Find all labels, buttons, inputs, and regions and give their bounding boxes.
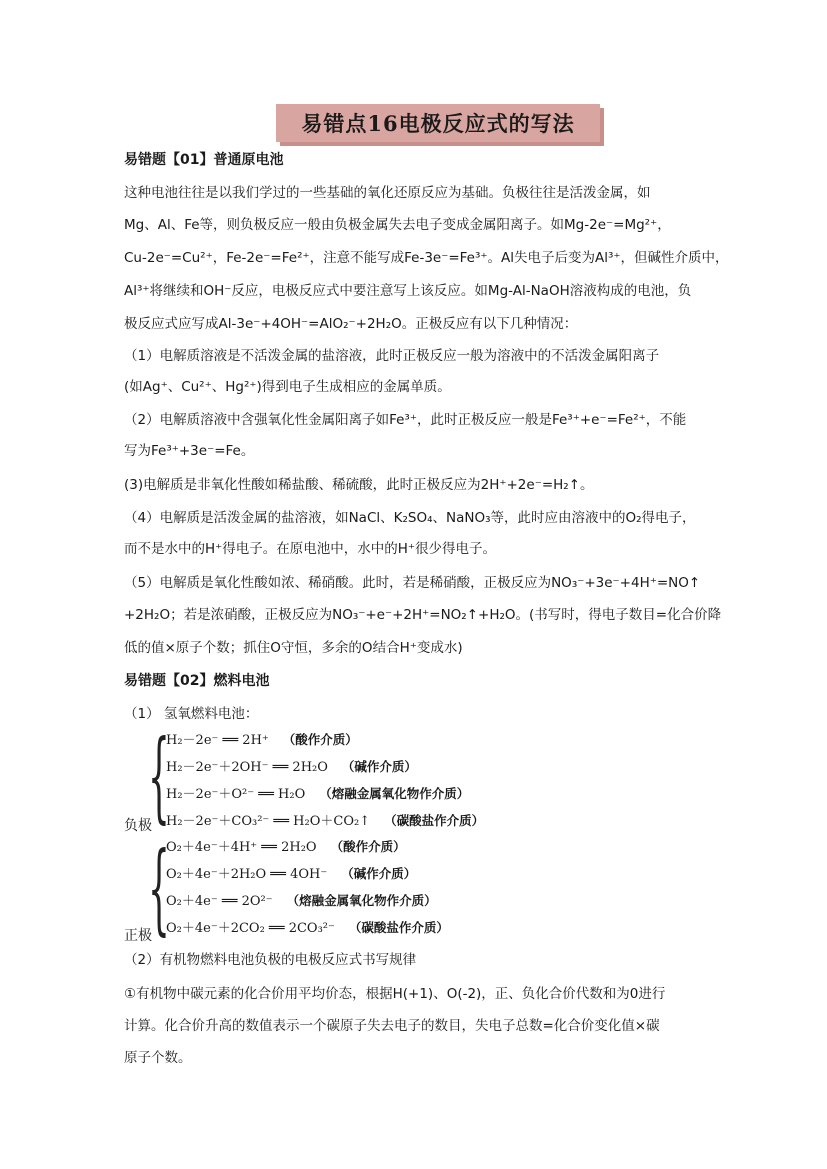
paragraph-line: 低的值×原子个数；抓住O守恒，多余的O结合H⁺变成水) (124, 640, 463, 656)
paragraph-line: 极反应式应写成Al-3e⁻+4OH⁻=AlO₂⁻+2H₂O。正极反应有以下几种情况： (124, 316, 578, 332)
positive-equation: O₂＋4e⁻＋2H₂O ══ 4OH⁻ （碱作介质） (166, 866, 417, 882)
paragraph-line: （1）电解质溶液是不活泼金属的盐溶液，此时正极反应一般为溶液中的不活泼金属阳离子 (124, 348, 660, 364)
subheading-organic-fuel-cell: （2）有机物燃料电池负极的电极反应式书写规律 (124, 952, 417, 968)
paragraph-line: Al³⁺将继续和OH⁻反应，电极反应式中要注意写上该反应。如Mg-Al-NaOH溶液构成的电池，负 (124, 283, 692, 299)
section2-heading: 易错题【02】燃料电池 (124, 673, 270, 689)
positive-equation: O₂＋4e⁻ ══ 2O²⁻ （熔融金属氧化物作介质） (166, 893, 437, 909)
negative-equation: H₂－2e⁻ ══ 2H⁺ （酸作介质） (166, 732, 358, 748)
subheading-h2-o2-cell: （1） 氢氧燃料电池： (124, 706, 259, 722)
paragraph-line: （2）电解质溶液中含强氧化性金属阳离子如Fe³⁺，此时正极反应一般是Fe³⁺+e⁻=Fe²⁺，不能 (124, 412, 687, 428)
section1-heading: 易错题【01】普通原电池 (124, 152, 284, 168)
paragraph-line: Mg、Al、Fe等，则负极反应一般由负极金属失去电子变成金属阳离子。如Mg-2e⁻=Mg²⁺， (124, 217, 671, 233)
paragraph-line: （5）电解质是氧化性酸如浓、稀硝酸。此时，若是稀硝酸，正极反应为NO₃⁻+3e⁻+4H⁺=NO↑ (124, 575, 701, 591)
paragraph-line: +2H₂O；若是浓硝酸，正极反应为NO₃⁻+e⁻+2H⁺=NO₂↑+H₂O。(书写时，得电子数目=化合价降 (124, 607, 722, 623)
paragraph-line: ①有机物中碳元素的化合价用平均价态，根据H(+1)、O(-2)，正、负化合价代数和为0进行 (124, 986, 666, 1002)
positive-equation: O₂＋4e⁻＋4H⁺ ══ 2H₂O （酸作介质） (166, 839, 406, 855)
page-title: 易错点16电极反应式的写法 (276, 104, 600, 142)
paragraph-line: 而不是水中的H⁺得电子。在原电池中，水中的H⁺很少得电子。 (124, 541, 497, 557)
negative-equation: H₂－2e⁻＋O²⁻ ══ H₂O （熔融金属氧化物作介质） (166, 786, 470, 802)
paragraph-line: 这种电池往往是以我们学过的一些基础的氧化还原反应为基础。负极往往是活泼金属，如 (124, 185, 651, 201)
left-brace-negative: { (148, 720, 170, 834)
paragraph-line: Cu-2e⁻=Cu²⁺，Fe-2e⁻=Fe²⁺，注意不能写成Fe-3e⁻=Fe³⁺。Al失电子后变为Al³⁺，但碱性介质中， (124, 250, 729, 266)
paragraph-line: 写为Fe³⁺+3e⁻=Fe。 (124, 443, 255, 459)
negative-equation: H₂－2e⁻＋CO₃²⁻ ══ H₂O＋CO₂↑ （碳酸盐作介质） (166, 813, 485, 829)
paragraph-line: （4）电解质是活泼金属的盐溶液，如NaCl、K₂SO₄、NaNO₃等，此时应由溶液中的O₂得电子， (124, 510, 696, 526)
paragraph-line: 原子个数。 (124, 1050, 192, 1066)
positive-equation: O₂＋4e⁻＋2CO₂ ══ 2CO₃²⁻ （碳酸盐作介质） (166, 920, 449, 936)
left-brace-positive: { (148, 832, 170, 946)
positive-electrode-label: 正极 (124, 928, 152, 944)
paragraph-line: (如Ag⁺、Cu²⁺、Hg²⁺)得到电子生成相应的金属单质。 (124, 379, 451, 395)
negative-equation: H₂－2e⁻＋2OH⁻ ══ 2H₂O （碱作介质） (166, 759, 417, 775)
paragraph-line: (3)电解质是非氧化性酸如稀盐酸、稀硫酸，此时正极反应为2H⁺+2e⁻=H₂↑。 (124, 477, 594, 493)
paragraph-line: 计算。化合价升高的数值表示一个碳原子失去电子的数目，失电子总数=化合价变化值×碳 (124, 1018, 660, 1034)
negative-electrode-label: 负极 (124, 818, 152, 834)
